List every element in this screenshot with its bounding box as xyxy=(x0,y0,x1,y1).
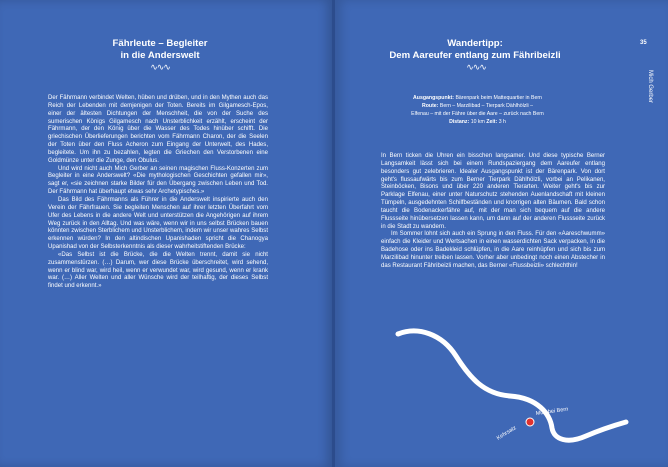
right-paragraph: In Bern ticken die Uhren ein bisschen langsamer. Und diese typische Berner Langsamkeit lässt sich bei einem Rundspaziergang dem Aareufer entlang besonders gut zelebrieren. Idealer Ausgangspunkt ist der Bärenpark. Von dort geht's flussaufwärts bis zum Berner Tierpark Dählhölzli, vorbei an Pelikanen, Steinböcken, Bisons und über 220 anderen Tierarten. Weiter geht's bis zur Parklage Elfenau, einer unter Naturschutz stehenden Auenlandschaft mit kleinen Tümpeln, ausgedehnten Schilfbeständen und knorrigen alten Bäumen. Bald schon taucht die Bodenackerfähre auf, mit der man sich bequem auf die andere Flussseite hinübersetzen lassen kann, um dann auf der anderen Flussseite zurück in die Stadt zu wandern. xyxy=(381,153,605,230)
route-info-route-2: Elfenau – mit der Fähre über die Aare – zurück nach Bern xyxy=(411,111,544,117)
route-info-distance xyxy=(375,118,580,126)
left-body-text xyxy=(48,95,268,291)
route-label: Route: xyxy=(421,103,439,109)
route-info xyxy=(375,94,580,126)
distance-label: Distanz: xyxy=(449,119,470,125)
right-title xyxy=(355,38,595,62)
route-value: Bern – Marzilibad – Tierpark Dählhölzli – xyxy=(439,103,534,109)
start-value: Bärenpark beim Mattequartier in Bern xyxy=(455,95,542,101)
right-body-text xyxy=(381,153,605,271)
right-title-line-1: Wandertipp: xyxy=(447,38,503,49)
map-label-muri: Muri bei Bern xyxy=(535,406,569,417)
route-info-route xyxy=(375,102,580,110)
right-page xyxy=(335,0,668,467)
map-label-kehrsatz: Kehrsatz xyxy=(495,425,518,442)
route-map xyxy=(390,328,630,463)
left-quote: «Das Selbst ist die Brücke, die die Welten trennt, damit sie nicht zusammenstürzen. (…) Darum, wer diese Brücke überschreitet, wird sehend, wenn er blind war, wird heil, wenn er verwundet war, wird gesund, wenn er krank war. (…) Aller Welten und aller Wünsche wird der teilhaftig, der dieses Selbst findet und erkennt.» xyxy=(48,251,268,290)
left-paragraph: Das Bild des Fährmanns als Führer in die Anderswelt inspirierte auch den Verein der Fährfrauen. Sie begleiten Menschen auf ihrer letzten Überfahrt vom Ufer des Lebens in die andere Welt und unterstützen die Angehörigen auf ihrem Weg zurück in den Alltag. Und was wäre, wenn wir in uns selbst Brücken bauen könnten zwischen Sterblichem und Unsterblichem, indem wir unser wahres Selbst erkennen würden? In den altindischen Upanishaden spricht die Chanogya Upanishad von der Selbsterkenntnis als dieser wahrheitstiftenden Brücke: xyxy=(48,196,268,251)
right-title-line-2: Dem Aareufer entlang zum Fähribeizli xyxy=(389,50,561,61)
left-title xyxy=(60,38,260,62)
left-page xyxy=(0,0,333,467)
time-label: Zeit: xyxy=(486,119,498,125)
left-title-line-2: in die Anderswelt xyxy=(120,50,200,61)
left-title-line-1: Fährleute – Begleiter xyxy=(112,38,208,49)
page-number: 35 xyxy=(640,40,647,46)
running-head: Mich Gerber xyxy=(647,70,653,104)
right-paragraph: Im Sommer lohnt sich auch ein Sprung in den Fluss. Für den «Aareschwumm» einfach die Kleider und Wertsachen in einen wasserdichten Sack verpacken, in die Badehose oder ins Badekleid schlüpfen, in die Aare reinhüpfen und sich bis zum Marzilibad hinunter treiben lassen. Vorher aber unbedingt noch einen Abstecher in das Restaurant Fähribeizli machen, das Berner «Flussbeizli» schlechthin! xyxy=(381,231,605,269)
left-wave-ornament: ∿∿∿ xyxy=(150,62,170,72)
ferry-marker xyxy=(526,418,534,426)
route-info-start xyxy=(375,94,580,102)
river-aare xyxy=(398,331,626,440)
distance-value: 10 km xyxy=(470,119,485,125)
start-label: Ausgangspunkt: xyxy=(413,95,454,101)
left-paragraph: Und wird nicht auch Mich Gerber an seinen magischen Fluss-Konzerten zum Begleiter in eine Anderswelt? «Die mythologischen Geschichten gefallen mir», sagt er, «sie zeichnen starke Bilder für den Übergang zwischen Leben und Tod. Der Fährmann hat überhaupt etwas sehr Archetypisches.» xyxy=(48,165,268,196)
time-value: 3 h xyxy=(498,119,506,125)
left-paragraph: Der Fährmann verbindet Welten, hüben und drüben, und in den Mythen auch das Reich der Lebenden mit demjenigen der Toten. Bereits im Gilgamesch-Epos, einer der ältesten Dichtungen der Menschheit, die von der Suche des sumerischen Königs Gilgamesch nach Unsterblichkeit erzählt, erscheint der Fährmann, der den König über die Wasser des Todes hinüber schifft. Die griechischen Überlieferungen berichten vom Fährmann Charon, der die Seelen der Toten über den Fluss Acheron zum Eingang der Unterwelt, des Hades, begleitete. Um ihn zu bezahlen, legten die Griechen den Verstorbenen eine Goldmünze unter die Zunge, den Obulus. xyxy=(48,95,268,164)
right-wave-ornament: ∿∿∿ xyxy=(466,62,486,72)
